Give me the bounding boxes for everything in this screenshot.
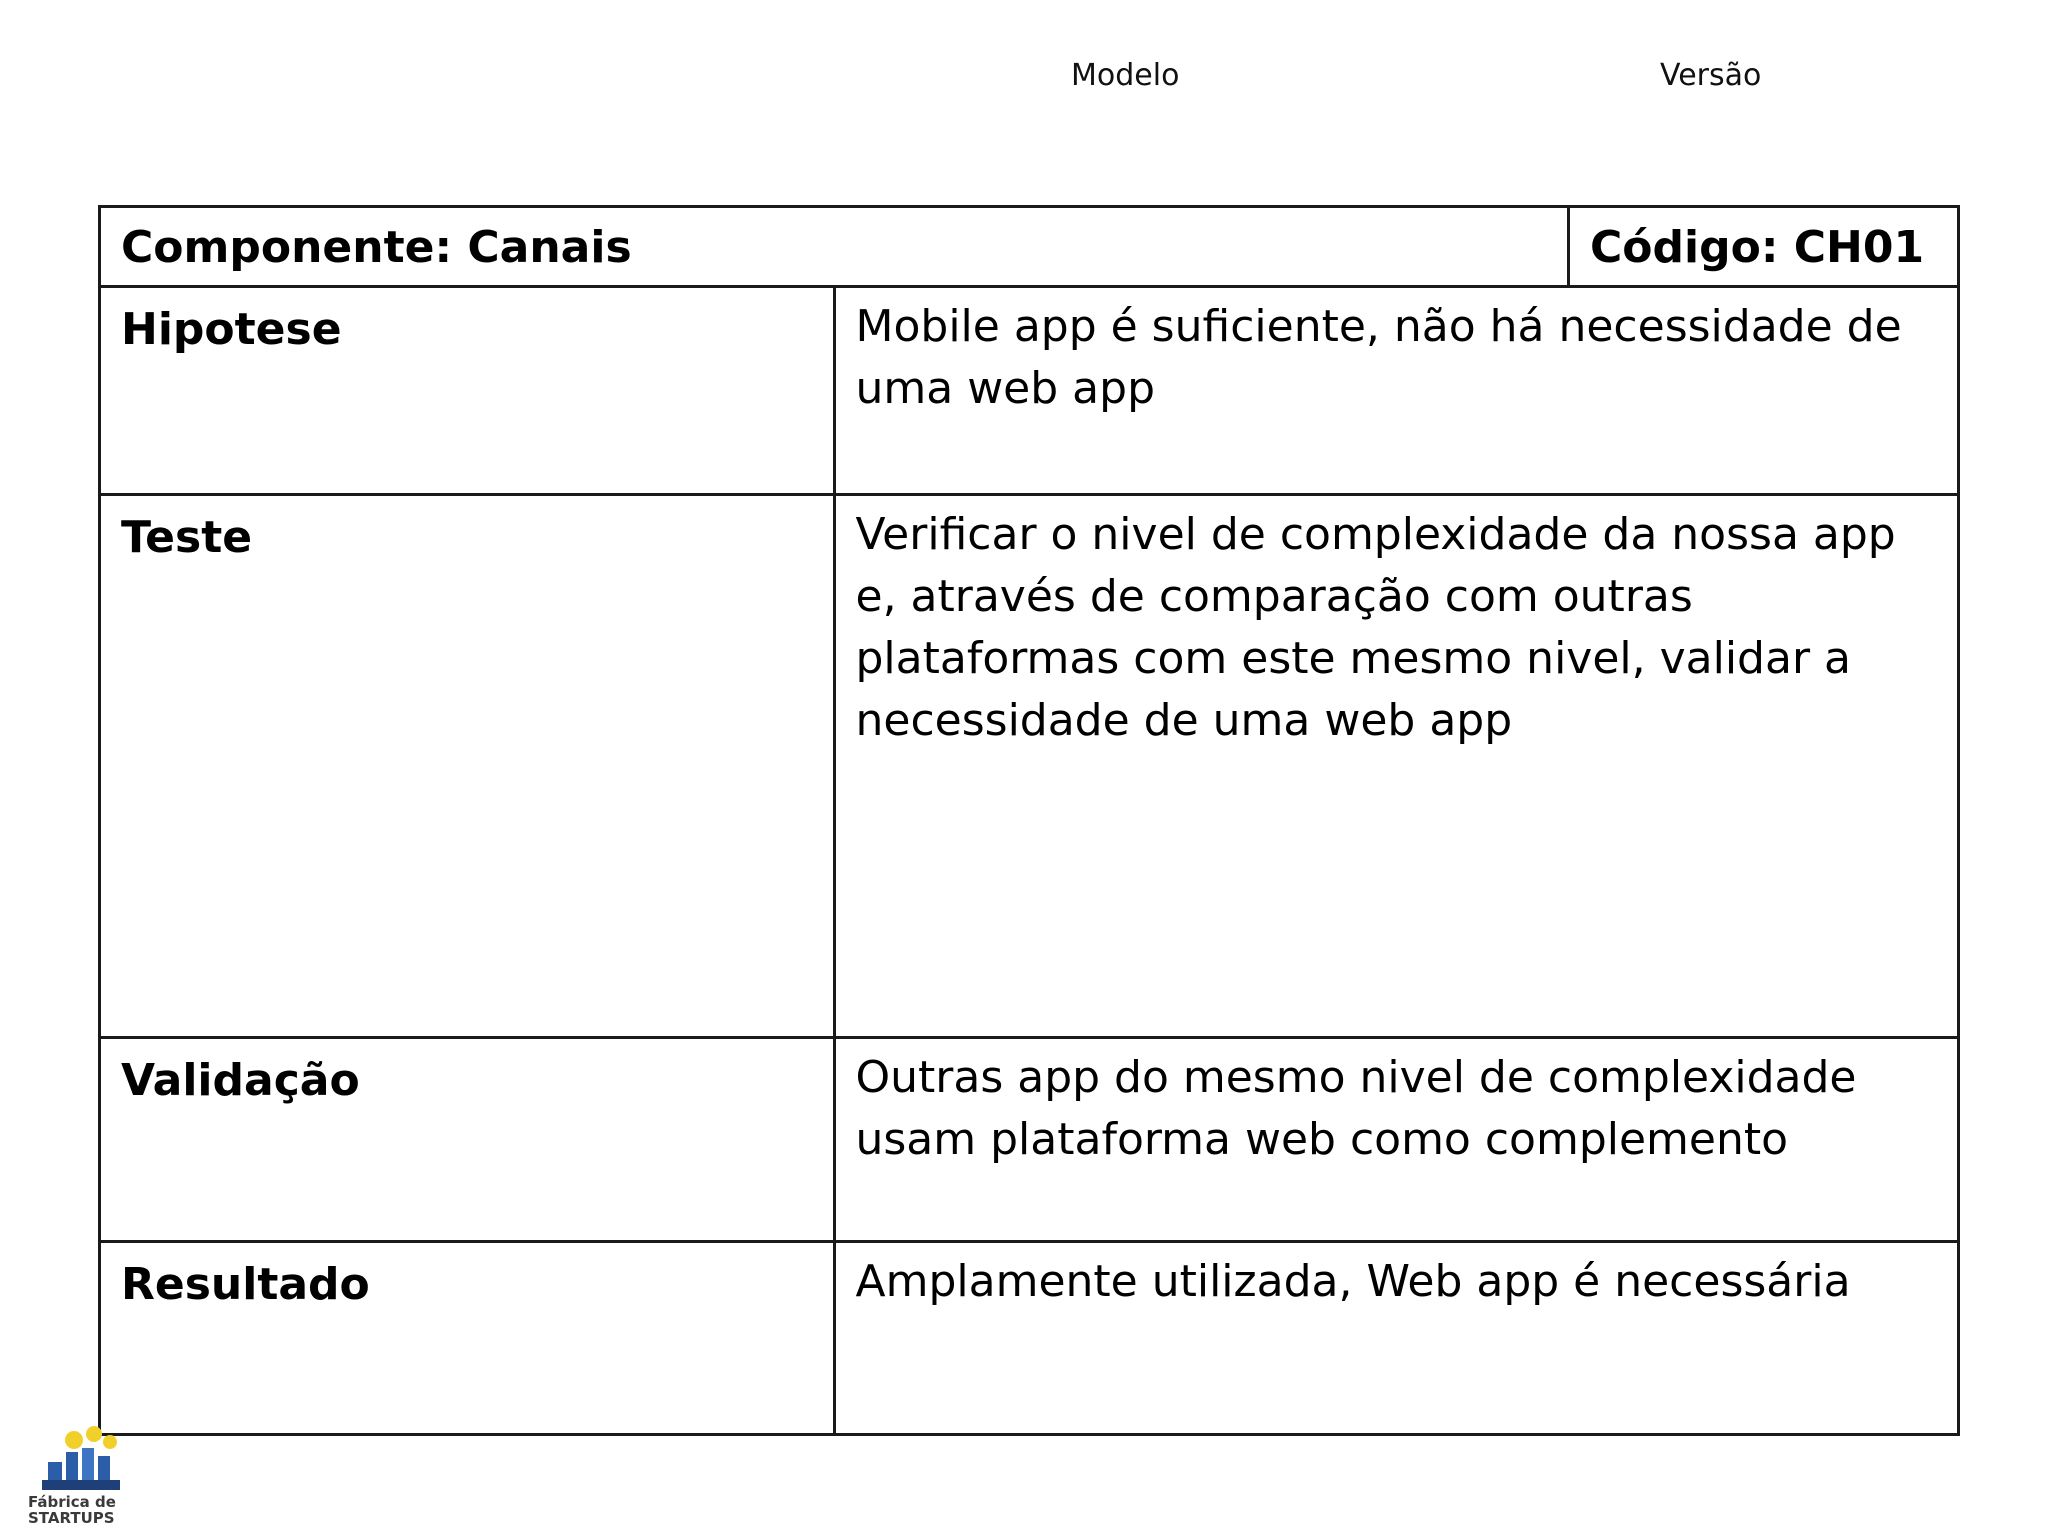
- table-row: [100, 287, 1959, 495]
- row-value-teste: Verificar o nivel de complexidade da nossa app e, através de comparação com outras plataformas com este mesmo nivel, validar a necessidade de uma web app: [834, 495, 1959, 1038]
- row-label-hipotese: Hipotese: [100, 287, 835, 495]
- table-row: [100, 1242, 1959, 1435]
- logo-wordmark: [28, 1494, 116, 1526]
- row-value-hipotese: Mobile app é suficiente, não há necessidade de uma web app: [834, 287, 1959, 495]
- code-title: Código: CH01: [1569, 207, 1959, 287]
- logo-line-1: Fábrica de: [28, 1493, 116, 1511]
- row-value-validacao: Outras app do mesmo nivel de complexidade usam plataforma web como complemento: [834, 1038, 1959, 1242]
- row-label-validacao: Validação: [100, 1038, 835, 1242]
- card-title-row: [100, 207, 1959, 287]
- row-label-teste: Teste: [100, 495, 835, 1038]
- row-label-resultado: Resultado: [100, 1242, 835, 1435]
- row-value-resultado: Amplamente utilizada, Web app é necessária: [834, 1242, 1959, 1435]
- table-row: [100, 495, 1959, 1038]
- validation-card-table: [98, 205, 1960, 1436]
- header-versao-label: Versão: [1660, 58, 1762, 93]
- header-modelo-label: Modelo: [1071, 58, 1180, 93]
- logo-line-2: STARTUPS: [28, 1509, 115, 1527]
- component-title: Componente: Canais: [100, 207, 1569, 287]
- table-row: [100, 1038, 1959, 1242]
